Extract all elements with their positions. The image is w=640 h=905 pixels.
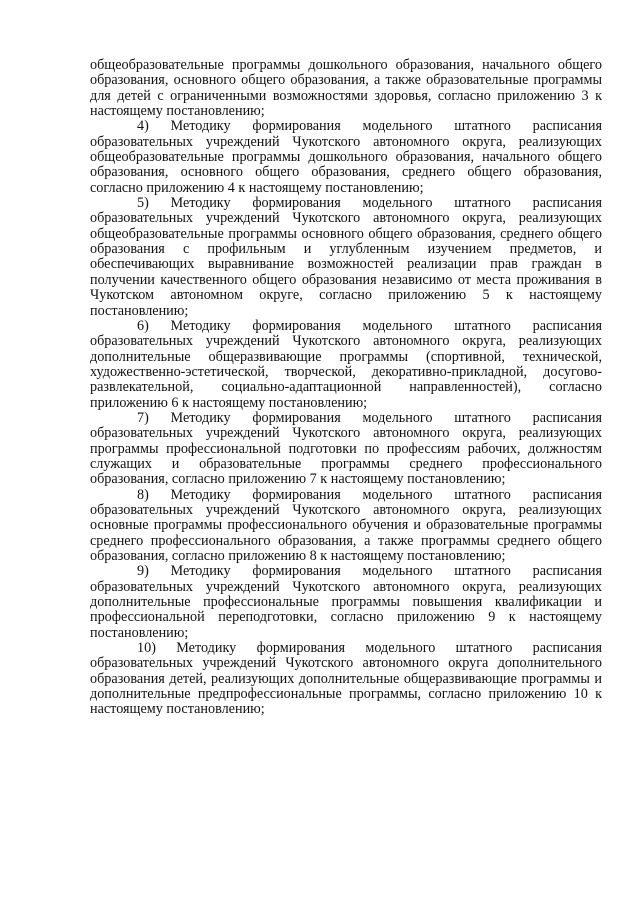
paragraph-item-7: 7) Методику формирования модельного штатного расписания образовательных учреждений Чукотского автономного округа, реализующих программы профессиональной подготовки по профессиям рабочих, должностям служащих и образовательные программы среднего профессионального образования, согласно приложению 7 к настоящему постановлению; <box>90 409 602 488</box>
paragraph-item-4: 4) Методику формирования модельного штатного расписания образовательных учреждений Чукотского автономного округа, реализующих общеобразовательные программы дошкольного образования, начального общего образования, основного общего образования, среднего общего образования, согласно приложению 4 к настоящему постановлению; <box>90 118 602 196</box>
paragraph-item-10: 10) Методику формирования модельного штатного расписания образовательных учреждений Чукотского автономного округа дополнительного образования детей, реализующих дополнительные общеразвивающие программы и дополнительные предпрофессиональные программы, согласно приложению 10 к настоящему постановлению; <box>90 640 602 718</box>
paragraph-item-9: 9) Методику формирования модельного штатного расписания образовательных учреждений Чукотского автономного округа, реализующих дополнительные профессиональные программы повышения квалификации и профессиональной переподготовки, согласно приложению 9 к настоящему постановлению; <box>90 563 602 641</box>
paragraph-item-8: 8) Методику формирования модельного штатного расписания образовательных учреждений Чукотского автономного округа, реализующих основные программы профессионального обучения и образовательные программы среднего профессионального образования, а также программы среднего общего образования, согласно приложению 8 к настоящему постановлению; <box>90 486 602 564</box>
paragraph-continuation-item-3: общеобразовательные программы дошкольного образования, начального общего образования, основного общего образования, а также образовательные программы для детей с ограниченными возможностями здоровья, согласно приложению 3 к настоящему постановлению; <box>90 57 602 120</box>
paragraph-item-5: 5) Методику формирования модельного штатного расписания образовательных учреждений Чукотского автономного округа, реализующих общеобразовательные программы основного общего образования, среднего общего образования с профильным и углубленным изучением предметов, и обеспечивающих выравнивание возможностей реализации прав граждан в получении качественного общего образования независимо от места проживания в Чукотском автономном округе, согласно приложению 5 к настоящему постановлению; <box>90 195 602 319</box>
paragraph-item-6: 6) Методику формирования модельного штатного расписания образовательных учреждений Чукотского автономного округа, реализующих дополнительные общеразвивающие программы (спортивной, технической, художественно-эстетической, творческой, декоративно-прикладной, досугово-развлекательной, социально-адаптационной направленностей), согласно приложению 6 к настоящему постановлению; <box>90 317 602 411</box>
